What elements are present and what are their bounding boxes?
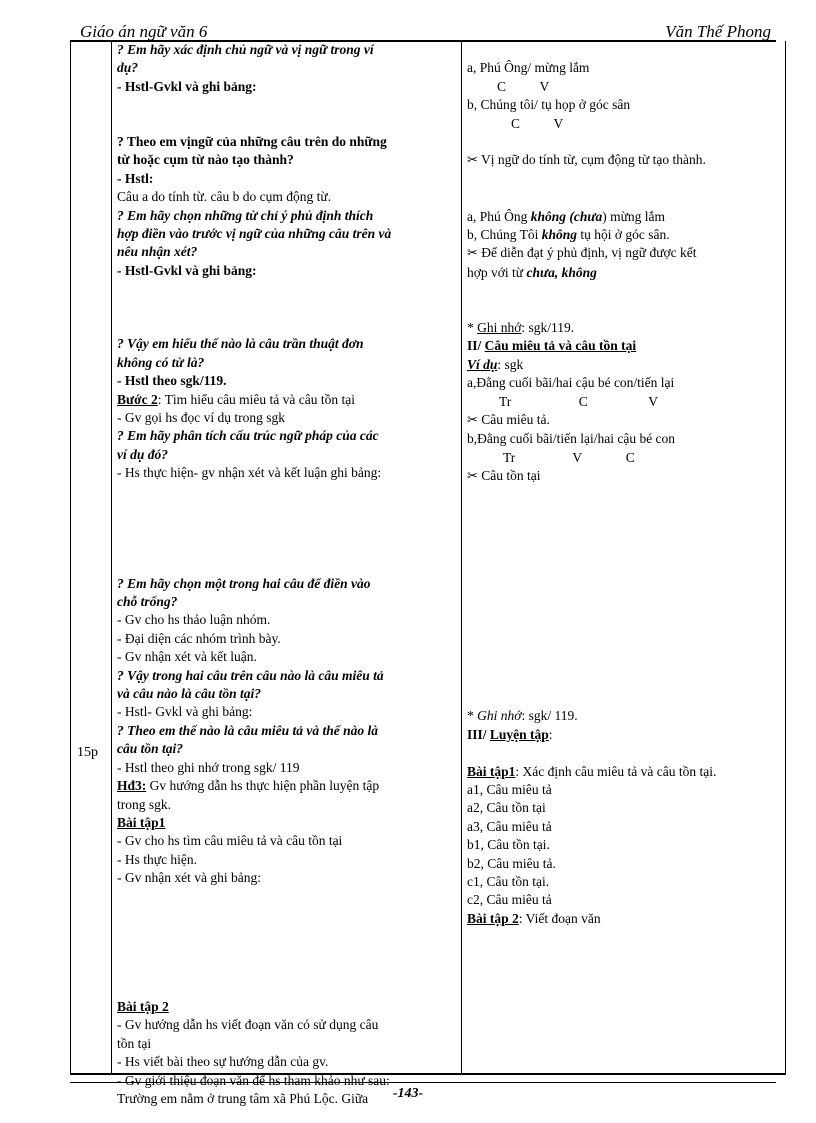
note-line: ✂ Để diễn đạt ý phủ định, vị ngữ được kết bbox=[467, 245, 697, 262]
scissors-icon: ✂ bbox=[467, 413, 478, 429]
activity-line: - Gv hướng dẫn hs viết đoạn văn có sử dụng câu bbox=[117, 1017, 379, 1033]
activity-line: Trường em nằm ở trung tâm xã Phú Lộc. Giữa bbox=[117, 1090, 369, 1106]
activity-line: Câu a do tính từ. câu b do cụm động từ. bbox=[117, 189, 332, 205]
answer-line: b2, Câu miêu tả. bbox=[467, 855, 556, 871]
scissors-icon: ✂ bbox=[467, 246, 478, 262]
question: ? Em hãy chọn những từ chỉ ý phủ định thích bbox=[117, 207, 374, 223]
note-line: * Ghi nhớ: sgk/119. bbox=[467, 320, 575, 335]
activity-line: - Gv cho hs thảo luận nhóm. bbox=[117, 612, 271, 628]
activity-line: - Hstl: bbox=[117, 170, 154, 186]
question: ? Vậy trong hai câu trên câu nào là câu miêu tả bbox=[117, 667, 384, 683]
answer-line: a2, Câu tồn tại bbox=[467, 800, 546, 816]
header-right: Văn Thế Phong bbox=[665, 22, 771, 41]
question: ? Theo em vịngữ của những câu trên do những bbox=[117, 134, 387, 149]
grammar-markers: C V bbox=[497, 78, 550, 94]
column-divider bbox=[111, 41, 112, 1073]
answer-line: a3, Câu miêu tả bbox=[467, 818, 552, 834]
activity-line: - Hstl theo sgk/119. bbox=[117, 373, 227, 389]
note-line: b, Chúng Tôi không tụ hội ở góc sân. bbox=[467, 227, 670, 242]
answer-line: a1, Câu miêu tả bbox=[467, 781, 552, 797]
question: không có từ là? bbox=[117, 354, 205, 370]
question: ví dụ đó? bbox=[117, 446, 169, 462]
question: câu tồn tại? bbox=[117, 741, 184, 757]
footer-rule bbox=[70, 1082, 776, 1083]
note-line: a, Phú Ông/ mừng lắm bbox=[467, 60, 590, 76]
section-heading: II/ Câu miêu tả và câu tồn tại bbox=[467, 338, 637, 354]
scissors-icon: ✂ bbox=[467, 469, 478, 485]
activity-line: Hđ3: Gv hướng dẫn hs thực hiện phần luyện tập bbox=[117, 778, 380, 794]
note-line: a, Phú Ông không (chưa) mừng lắm bbox=[467, 208, 666, 224]
activity-line: Bước 2: Tìm hiểu câu miêu tả và câu tồn tại bbox=[117, 391, 356, 407]
question: ? Em hãy phân tích cấu trúc ngữ pháp của các bbox=[117, 428, 379, 444]
activity-line: trong sgk. bbox=[117, 796, 171, 812]
note-line: a,Đằng cuối bãi/hai cậu bé con/tiến lại bbox=[467, 375, 675, 391]
activity-line: - Hstl- Gvkl và ghi bảng: bbox=[117, 704, 253, 720]
activity-line: - Hs thực hiện. bbox=[117, 851, 198, 867]
note-line: ✂ Câu miêu tả. bbox=[467, 412, 550, 429]
question: hợp điền vào trước vị ngữ của những câu trên và bbox=[117, 226, 392, 242]
question: và câu nào là câu tồn tại? bbox=[117, 686, 262, 702]
note-line: b,Đằng cuối bãi/tiến lại/hai cậu bé con bbox=[467, 431, 676, 447]
question: dụ? bbox=[117, 60, 139, 76]
question: ? Em hãy xác định chủ ngữ và vị ngữ trong ví bbox=[117, 42, 374, 57]
question: ? Em hãy chọn một trong hai câu để điền vào bbox=[117, 575, 371, 591]
question: ? Vậy em hiểu thế nào là câu trần thuật đơn bbox=[117, 336, 364, 352]
teacher-activities-column bbox=[117, 41, 445, 1108]
activity-line: - Gv nhận xét và ghi bảng: bbox=[117, 870, 261, 886]
question: từ hoặc cụm từ nào tạo thành? bbox=[117, 152, 294, 168]
activity-line: - Gv gọi hs đọc ví dụ trong sgk bbox=[117, 410, 285, 426]
question: ? Theo em thế nào là câu miêu tả và thế nào là bbox=[117, 722, 379, 738]
activity-line: - Hs thực hiện- gv nhận xét và kết luận ghi bảng: bbox=[117, 465, 382, 481]
note-line: hợp với từ chưa, không bbox=[467, 264, 597, 280]
activity-line: - Gv cho hs tìm câu miêu tả và câu tồn tại bbox=[117, 833, 343, 849]
column-divider bbox=[461, 41, 462, 1073]
note-line: Ví dụ: sgk bbox=[467, 356, 524, 372]
answer-line: c2, Câu miêu tả bbox=[467, 892, 552, 908]
exercise-heading: Bài tập 2 bbox=[117, 998, 169, 1014]
activity-line: - Hstl-Gvkl và ghi bảng: bbox=[117, 262, 257, 278]
activity-line: - Gv nhận xét và kết luận. bbox=[117, 649, 257, 665]
activity-line: - Hstl-Gvkl và ghi bảng: bbox=[117, 78, 257, 94]
section-heading: III/ Luyện tập: bbox=[467, 726, 553, 742]
note-line: ✂ Vị ngữ do tính từ, cụm động từ tạo thành. bbox=[467, 152, 706, 169]
grammar-markers: Tr C V bbox=[499, 393, 659, 409]
question: chỗ trống? bbox=[117, 594, 178, 610]
time-label: 15p bbox=[77, 745, 98, 760]
answer-line: b1, Câu tồn tại. bbox=[467, 837, 550, 853]
scissors-icon: ✂ bbox=[467, 153, 478, 169]
note-line: * Ghi nhớ: sgk/ 119. bbox=[467, 708, 578, 724]
note-line: b, Chúng tôi/ tụ họp ở góc sân bbox=[467, 97, 631, 113]
activity-line: - Hstl theo ghi nhớ trong sgk/ 119 bbox=[117, 759, 300, 775]
activity-line: - Đại diện các nhóm trình bày. bbox=[117, 630, 281, 646]
activity-line: - Hs viết bài theo sự hướng dẫn của gv. bbox=[117, 1054, 329, 1070]
note-line: ✂ Câu tồn tại bbox=[467, 468, 541, 485]
exercise-heading: Bài tập 2: Viết đoạn văn bbox=[467, 910, 601, 926]
board-notes-column bbox=[467, 41, 779, 928]
grammar-markers: C V bbox=[511, 115, 564, 131]
header-left: Giáo án ngữ văn 6 bbox=[80, 22, 208, 41]
answer-line: c1, Câu tồn tại. bbox=[467, 873, 550, 889]
question: nêu nhận xét? bbox=[117, 244, 198, 260]
activity-line: - Gv giới thiệu đoạn văn để hs tham khảo như sau: bbox=[117, 1072, 390, 1088]
exercise-heading: Bài tập1 bbox=[117, 814, 166, 830]
grammar-markers: Tr V C bbox=[503, 449, 635, 465]
exercise-heading: Bài tập1: Xác định câu miêu tả và câu tồn tại. bbox=[467, 763, 717, 779]
activity-line: tồn tại bbox=[117, 1035, 152, 1051]
page-number: -143- bbox=[392, 1086, 424, 1101]
